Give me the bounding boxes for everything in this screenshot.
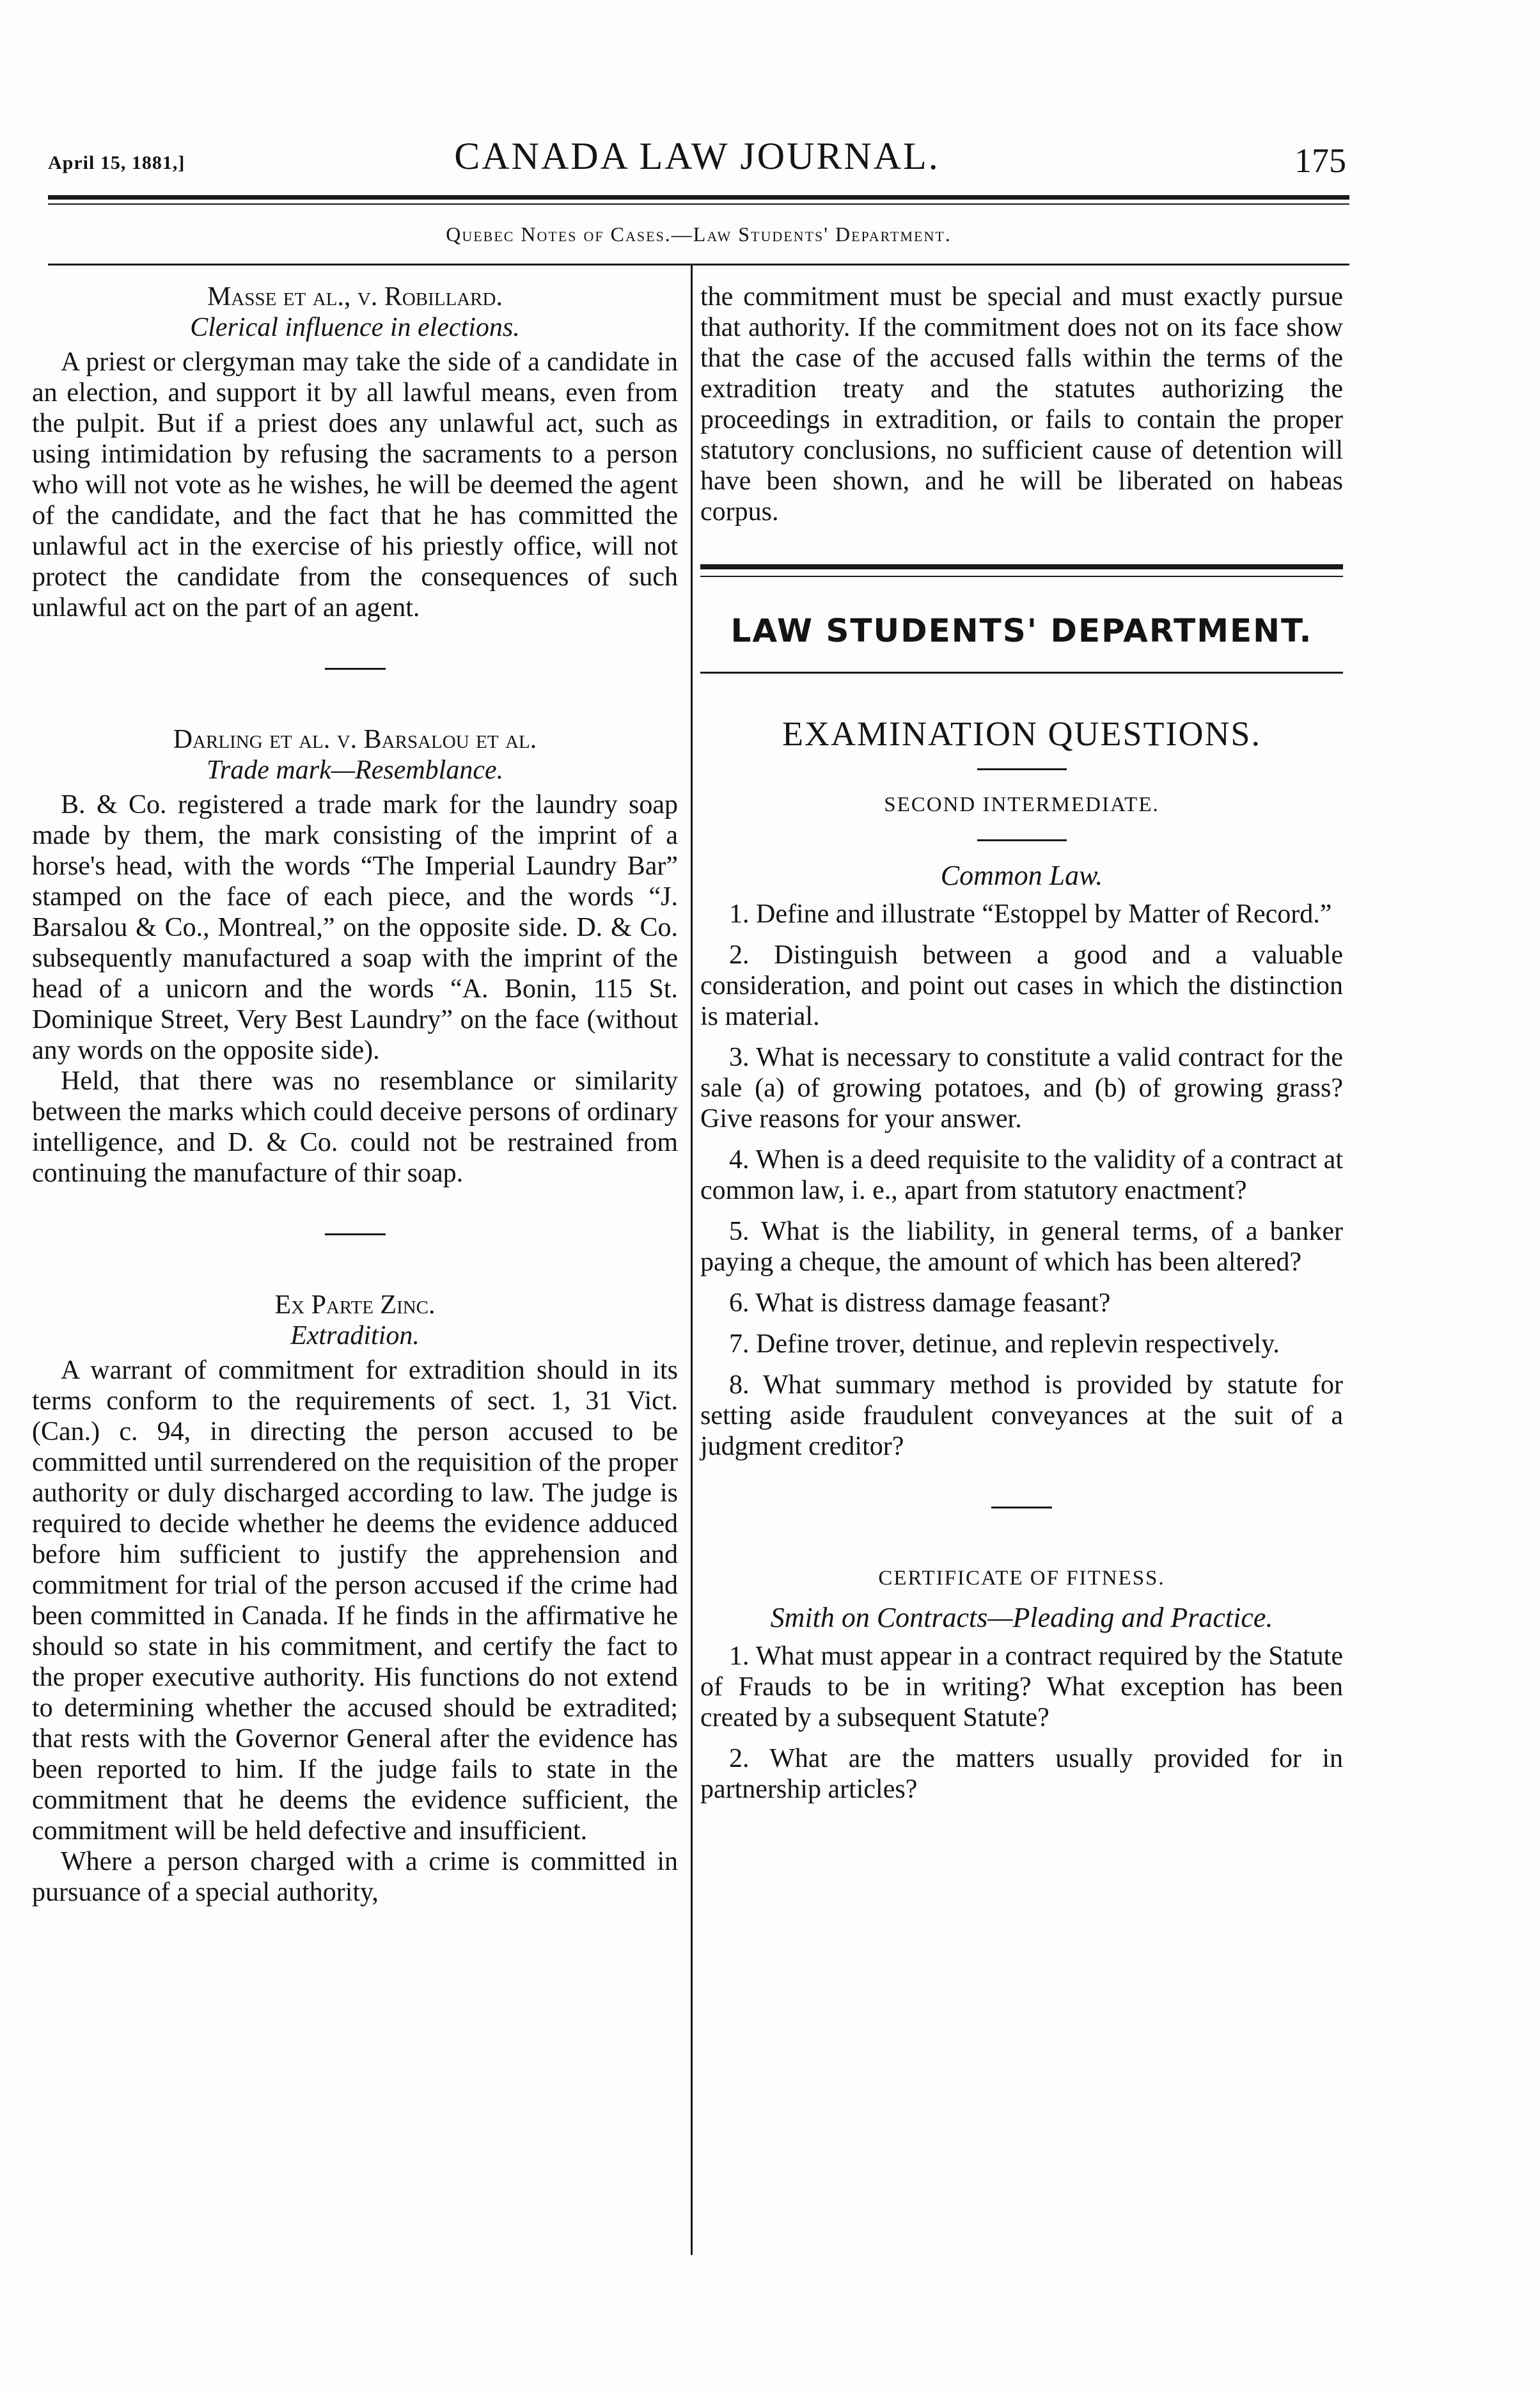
case-title: Masse et al., v. Robillard. bbox=[207, 282, 503, 312]
department-title: LAW STUDENTS' DEPARTMENT. bbox=[730, 612, 1313, 649]
journal-title: CANADA LAW JOURNAL. bbox=[454, 135, 940, 177]
case-continuation: the commitment must be special and must exactly pursue that authority. If the commitment does not on its face show that the case of the accused falls within the terms of the extradition treaty and the statutes authorizing the proceedings in extradition, or fails to contain the proper statutory conclusions, no sufficient cause of detention will have been shown, and he will be liberated on habeas corpus. bbox=[700, 282, 1343, 526]
exam-title: EXAMINATION QUESTIONS. bbox=[782, 715, 1261, 753]
question: 4. When is a deed requisite to the validity of a contract at common law, i. e., apart from statutory enactment? bbox=[700, 1145, 1343, 1205]
question: 7. Define trover, detinue, and replevin respectively. bbox=[729, 1329, 1280, 1359]
case-title: Darling et al. v. Barsalou et al. bbox=[173, 725, 537, 754]
subject-heading: Smith on Contracts—Pleading and Practice. bbox=[770, 1602, 1273, 1633]
question: 2. What are the matters usually provided for in partnership articles? bbox=[700, 1744, 1343, 1804]
issue-date: April 15, 1881,] bbox=[48, 152, 185, 173]
certificate-heading: CERTIFICATE OF FITNESS. bbox=[878, 1567, 1165, 1590]
case-darling bbox=[32, 724, 678, 1189]
case-subtitle: Trade mark—Resemblance. bbox=[206, 756, 504, 785]
department-rule-thin bbox=[700, 576, 1343, 577]
department-rule-thick bbox=[700, 564, 1343, 569]
running-head bbox=[48, 134, 1346, 192]
question: 1. Define and illustrate “Estoppel by Matter of Record.” bbox=[729, 899, 1332, 929]
exam-separator bbox=[991, 1507, 1052, 1508]
left-column bbox=[32, 281, 678, 1908]
department-rule bbox=[700, 672, 1343, 674]
question: 2. Distinguish between a good and a valuable consideration, and point out cases in which the distinction is material. bbox=[700, 940, 1343, 1031]
question: 1. What must appear in a contract required by the Statute of Frauds to be in writing? What exception has been created by a subsequent Statute? bbox=[700, 1642, 1343, 1732]
section-heading: Quebec Notes of Cases.—Law Students' Department. bbox=[446, 223, 952, 246]
second-intermediate-heading: SECOND INTERMEDIATE. bbox=[884, 793, 1159, 816]
page-number: 175 bbox=[1294, 141, 1346, 180]
case-paragraph: A priest or clergyman may take the side of a candidate in an election, and support it by all lawful means, even from the pulpit. But if a priest does any unlawful act, such as using intimidation by refusing the sacraments to a person who will not vote as he wishes, he will be deemed the agent of the candidate, and the fact that he has committed the unlawful act in the exercise of his priestly office, will not protect the candidate from the consequences of such unlawful act on the part of an agent. bbox=[32, 347, 678, 622]
case-separator bbox=[325, 1233, 386, 1235]
right-column bbox=[700, 281, 1343, 1815]
case-title: Ex Parte Zinc. bbox=[274, 1290, 436, 1320]
subject-heading: Common Law. bbox=[940, 860, 1103, 891]
section-rule bbox=[48, 264, 1349, 265]
case-paragraph: Where a person charged with a crime is committed in pursuance of a special authority, bbox=[32, 1847, 678, 1907]
case-subtitle: Extradition. bbox=[290, 1321, 420, 1350]
case-subtitle: Clerical influence in elections. bbox=[190, 313, 520, 342]
case-paragraph: Held, that there was no resemblance or similarity between the marks which could deceive persons of ordinary intelligence, and D. & Co. could not be restrained from continuing the manufacture of thir soap. bbox=[32, 1066, 678, 1188]
exam-separator bbox=[977, 839, 1067, 841]
question: 6. What is distress damage feasant? bbox=[729, 1288, 1111, 1318]
question: 5. What is the liability, in general terms, of a banker paying a cheque, the amount of which has been altered? bbox=[700, 1217, 1343, 1277]
header-rule-thick bbox=[48, 195, 1349, 200]
case-masse bbox=[32, 281, 678, 623]
case-paragraph: A warrant of commitment for extradition should in its terms conform to the requirements of sect. 1, 31 Vict. (Can.) c. 94, in directing the person accused to be committed until surrendered on the requisition of the proper authority or duly discharged according to law. The judge is required to decide whether he deems the evidence adduced before him sufficient to justify the apprehension and commitment for trial of the person accused if the crime had been committed in Canada. If he finds in the affirmative he should so state in his commitment, and certify the fact to the proper executive authority. His functions do not extend to determining whether the accused should be extradited; that rests with the Governor General after the evidence has been reported to him. If the judge fails to state in the commitment that he deems the evidence sufficient, the commitment will be held defective and insufficient. bbox=[32, 1356, 678, 1846]
header-rule-thin bbox=[48, 203, 1349, 205]
question: 3. What is necessary to constitute a valid contract for the sale (a) of growing potatoes, and (b) of growing grass? Give reasons for your answer. bbox=[700, 1043, 1343, 1134]
case-zinc bbox=[32, 1290, 678, 1908]
case-separator bbox=[325, 668, 386, 670]
exam-separator bbox=[977, 768, 1067, 770]
case-paragraph: B. & Co. registered a trade mark for the laundry soap made by them, the mark consisting of the imprint of a horse's head, with the words “The Imperial Laundry Bar” stamped on the face of each piece, and the words “J. Barsalou & Co., Montreal,” on the opposite side. D. & Co. subsequently manufactured a soap with the imprint of the head of a unicorn and the words “A. Bonin, 115 St. Dominique Street, Very Best Laundry” on the face (without any words on the opposite side). bbox=[32, 790, 678, 1065]
question: 8. What summary method is provided by statute for setting aside fraudulent conveyances at the suit of a judgment creditor? bbox=[700, 1370, 1343, 1461]
column-divider bbox=[691, 265, 693, 2255]
